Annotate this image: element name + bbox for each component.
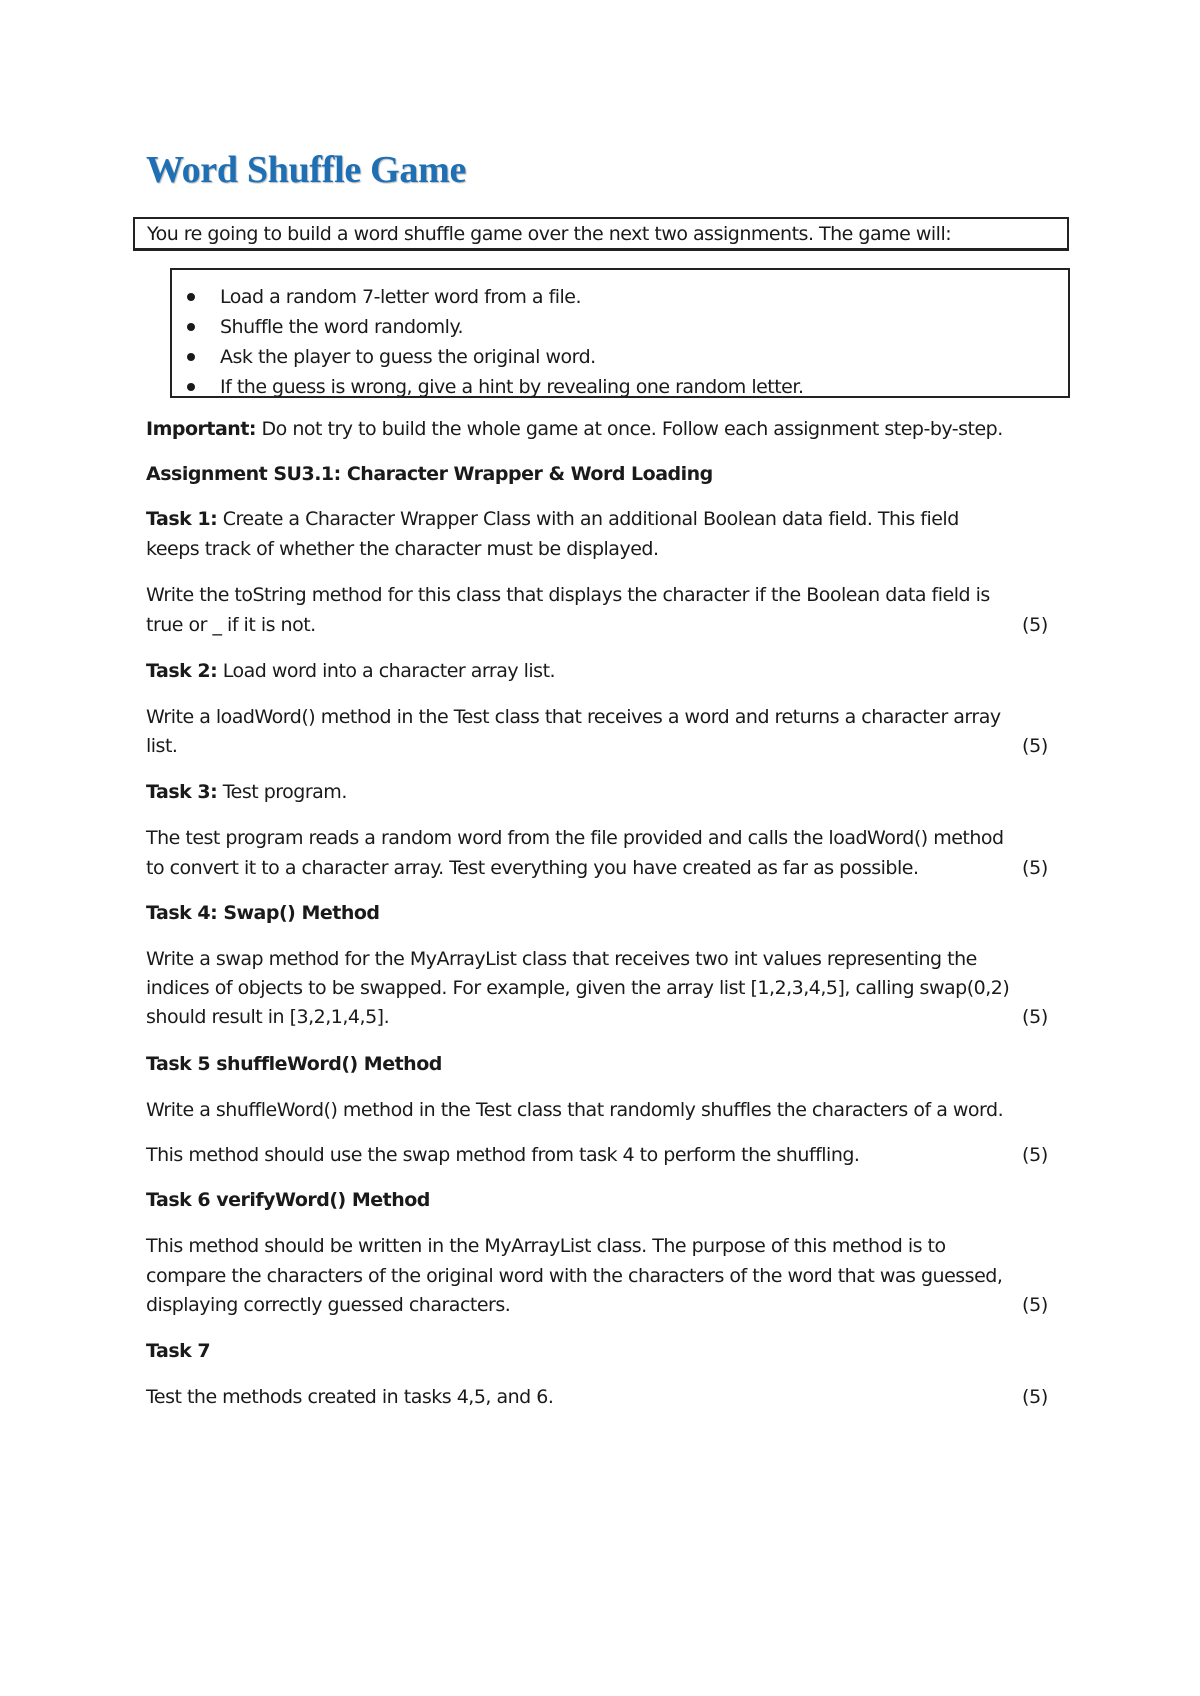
task5-heading: Task 5 shuffleWord() Method (146, 1053, 442, 1075)
assignment-heading: Assignment SU3.1: Character Wrapper & Word Loading (146, 463, 713, 485)
task4-body-cont2: should result in [3,2,1,4,5]. (146, 1006, 390, 1028)
bullet-icon (187, 353, 195, 361)
task5-body: Write a shuffleWord() method in the Test class that randomly shuffles the characters of a word. (146, 1099, 1004, 1121)
task5-mark: (5) (1022, 1144, 1049, 1166)
task6-mark: (5) (1022, 1294, 1049, 1316)
task7-body: Test the methods created in tasks 4,5, and 6. (146, 1386, 554, 1408)
task1-mark: (5) (1022, 614, 1049, 636)
intro-text: You re going to build a word shuffle game over the next two assignments. The game will: (147, 223, 952, 245)
list-item: Ask the player to guess the original word. (220, 342, 596, 372)
task6-body: This method should be written in the MyArrayList class. The purpose of this method is to (146, 1235, 946, 1257)
intro-box (133, 217, 1069, 251)
task7-heading: Task 7 (146, 1340, 211, 1362)
task2-body: Write a loadWord() method in the Test class that receives a word and returns a character array (146, 706, 1001, 728)
task1-intro-cont: keeps track of whether the character must be displayed. (146, 538, 659, 560)
task3-mark: (5) (1022, 857, 1049, 879)
task2-intro: Task 2: Load word into a character array list. (146, 660, 556, 682)
task3-body: The test program reads a random word from the file provided and calls the loadWord() method (146, 827, 1004, 849)
list-item: Load a random 7-letter word from a file. (220, 282, 581, 312)
task2-body-cont: list. (146, 735, 178, 757)
task1-body-cont: true or _ if it is not. (146, 614, 316, 636)
bullet-icon (187, 323, 195, 331)
bullet-icon (187, 383, 195, 391)
list-item: Shuffle the word randomly. (220, 312, 463, 342)
task1-body: Write the toString method for this class that displays the character if the Boolean data field is (146, 584, 990, 606)
task6-body-cont: compare the characters of the original word with the characters of the word that was guessed, (146, 1265, 1003, 1287)
task2-mark: (5) (1022, 735, 1049, 757)
task4-mark: (5) (1022, 1006, 1049, 1028)
task4-heading: Task 4: Swap() Method (146, 902, 380, 924)
task7-mark: (5) (1022, 1386, 1049, 1408)
task1-intro: Task 1: Create a Character Wrapper Class with an additional Boolean data field. This field (146, 508, 959, 530)
task3-body-cont: to convert it to a character array. Test everything you have created as far as possible. (146, 857, 919, 879)
task5-body2: This method should use the swap method from task 4 to perform the shuffling. (146, 1144, 860, 1166)
task4-body-cont: indices of objects to be swapped. For example, given the array list [1,2,3,4,5], calling swap(0,2) (146, 977, 1010, 999)
important-note: Important: Do not try to build the whole game at once. Follow each assignment step-by-step. (146, 418, 1003, 440)
page-title: Word Shuffle Game (146, 149, 467, 191)
list-item: If the guess is wrong, give a hint by revealing one random letter. (220, 372, 803, 402)
task6-body-cont2: displaying correctly guessed characters. (146, 1294, 511, 1316)
task6-heading: Task 6 verifyWord() Method (146, 1189, 430, 1211)
task4-body: Write a swap method for the MyArrayList class that receives two int values representing the (146, 948, 977, 970)
feature-list-box (170, 268, 1070, 398)
task3-intro: Task 3: Test program. (146, 781, 347, 803)
bullet-icon (187, 293, 195, 301)
